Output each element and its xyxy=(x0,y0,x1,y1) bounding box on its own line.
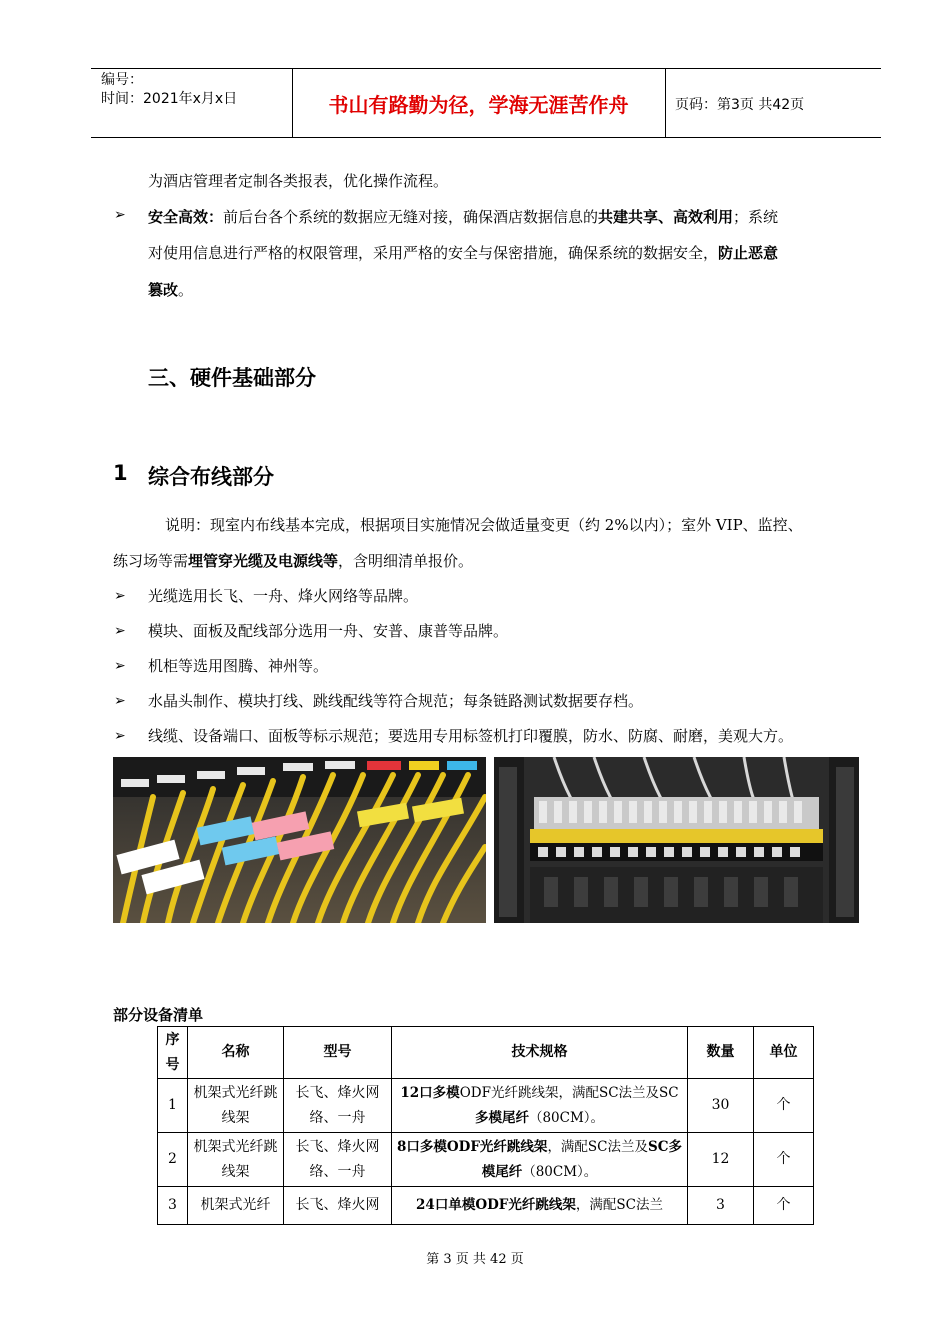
list-item: 光缆选用长飞、一舟、烽火网络等品牌。 xyxy=(148,587,419,605)
header-meta xyxy=(101,71,237,109)
cell-spec: 24口单模ODF光纤跳线架，满配SC法兰 xyxy=(392,1187,688,1225)
cell-qty: 30 xyxy=(688,1079,754,1133)
col-header-qty: 数量 xyxy=(688,1027,754,1079)
list-item: 水晶头制作、模块打线、跳线配线等符合规范；每条链路测试数据要存档。 xyxy=(148,692,644,710)
cell-qty: 3 xyxy=(688,1187,754,1225)
cell-qty: 12 xyxy=(688,1133,754,1187)
cell-model: 长飞、烽火网络、一舟 xyxy=(284,1079,392,1133)
table-row xyxy=(158,1079,814,1133)
table-header-row xyxy=(158,1027,814,1079)
note-line-2: 练习场等需埋管穿光缆及电源线等，含明细清单报价。 xyxy=(113,552,474,570)
security-line-1: 安全高效：前后台各个系统的数据应无缝对接，确保酒店数据信息的共建共享、高效利用；系统 xyxy=(148,208,779,226)
table-row xyxy=(158,1133,814,1187)
cabling-photo-rack xyxy=(494,757,859,923)
cell-no: 1 xyxy=(158,1079,188,1133)
header-motto: 书山有路勤为径，学海无涯苦作舟 xyxy=(328,93,629,117)
header-page: 页码：第3页 共42页 xyxy=(675,97,805,113)
cell-spec: 12口多模ODF光纤跳线架，满配SC法兰及SC多模尾纤（80CM）。 xyxy=(392,1079,688,1133)
subsection-number: 1 xyxy=(113,461,128,485)
col-header-no: 序号 xyxy=(158,1027,188,1079)
cell-unit: 个 xyxy=(754,1079,814,1133)
header-divider xyxy=(665,69,666,137)
bullet-arrow-icon: ➢ xyxy=(114,658,126,674)
page-header xyxy=(91,68,881,138)
col-header-spec: 技术规格 xyxy=(392,1027,688,1079)
col-header-name: 名称 xyxy=(188,1027,284,1079)
header-number: 编号： xyxy=(101,72,143,88)
security-line-3: 篡改。 xyxy=(148,281,194,299)
intro-line: 为酒店管理者定制各类报表，优化操作流程。 xyxy=(148,172,449,190)
list-item: 线缆、设备端口、面板等标示规范；要选用专用标签机打印覆膜，防水、防腐、耐磨，美观大方。 xyxy=(148,727,794,745)
cell-unit: 个 xyxy=(754,1187,814,1225)
section-title: 三、硬件基础部分 xyxy=(148,366,316,390)
bullet-arrow-icon: ➢ xyxy=(114,623,126,639)
note-line-1: 说明：现室内布线基本完成，根据项目实施情况会做适量变更（约 2%以内）；室外 VIP、监控、 xyxy=(165,516,803,534)
col-header-unit: 单位 xyxy=(754,1027,814,1079)
bullet-arrow-icon: ➢ xyxy=(114,588,126,604)
table-row xyxy=(158,1187,814,1225)
cell-model: 长飞、烽火网络、一舟 xyxy=(284,1133,392,1187)
bullet-arrow-icon: ➢ xyxy=(114,728,126,744)
cabling-photo-labels xyxy=(113,757,486,923)
equipment-table xyxy=(157,1026,814,1225)
subsection-title: 综合布线部分 xyxy=(148,465,274,489)
cell-name: 机架式光纤跳线架 xyxy=(188,1079,284,1133)
cell-spec: 8口多模ODF光纤跳线架，满配SC法兰及SC多模尾纤（80CM）。 xyxy=(392,1133,688,1187)
cell-name: 机架式光纤 xyxy=(188,1187,284,1225)
cell-no: 2 xyxy=(158,1133,188,1187)
table-caption: 部分设备清单 xyxy=(113,1006,204,1024)
bullet-arrow-icon: ➢ xyxy=(114,207,126,223)
list-item: 机柜等选用图腾、神州等。 xyxy=(148,657,329,675)
cell-name: 机架式光纤跳线架 xyxy=(188,1133,284,1187)
cell-no: 3 xyxy=(158,1187,188,1225)
col-header-model: 型号 xyxy=(284,1027,392,1079)
page-footer: 第 3 页 共 42 页 xyxy=(426,1252,524,1267)
cell-unit: 个 xyxy=(754,1133,814,1187)
cell-model: 长飞、烽火网 xyxy=(284,1187,392,1225)
list-item: 模块、面板及配线部分选用一舟、安普、康普等品牌。 xyxy=(148,622,509,640)
header-time: 时间：2021年x月x日 xyxy=(101,91,238,107)
security-line-2: 对使用信息进行严格的权限管理，采用严格的安全与保密措施，确保系统的数据安全，防止恶意 xyxy=(148,244,779,262)
security-label: 安全高效： xyxy=(148,208,224,226)
bullet-arrow-icon: ➢ xyxy=(114,693,126,709)
